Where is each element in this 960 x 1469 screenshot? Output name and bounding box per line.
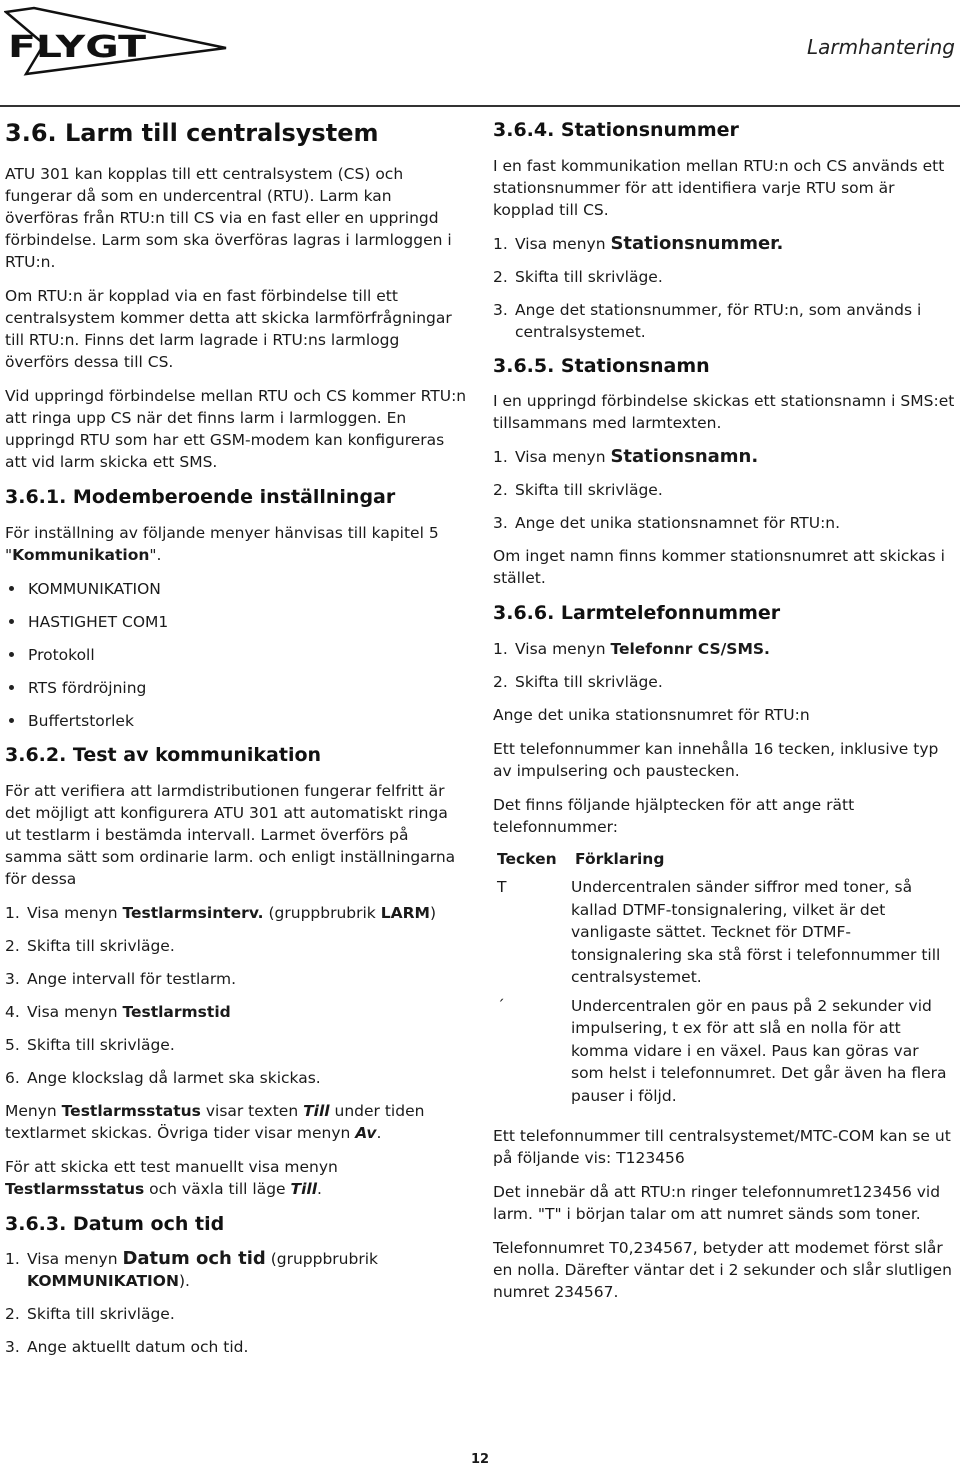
table-cell: ´	[497, 996, 505, 1015]
step-item: 1. Visa menyn Telefonnr CS/SMS.	[493, 640, 770, 659]
bullet-list	[5, 578, 467, 732]
paragraph: ATU 301 kan kopplas till ett centralsystem (CS) och fungerar då som en undercentral (RTU). Larm kan överföras från RTU:n till CS via en fast eller en uppringd förbindelse. Larm som ska överföras lagras i larmloggen i RTU:n.	[5, 165, 452, 272]
logo-text: FLYGT	[8, 30, 147, 65]
bullet-dot	[9, 652, 14, 657]
paragraph: För att skicka ett test manuellt visa menyn Testlarmsstatus och växla till läge Till.	[5, 1157, 338, 1198]
step-item: 6. Ange klockslag då larmet ska skickas.	[5, 1068, 321, 1087]
flygt-logo	[4, 4, 230, 80]
heading-3-6-5: 3.6.5. Stationsnamn	[493, 354, 710, 377]
step-item: 4. Visa menyn Testlarmstid	[5, 1002, 231, 1021]
heading-3-6-2: 3.6.2. Test av kommunikation	[5, 743, 322, 766]
step-item: 3. Ange det unika stationsnamnet för RTU:n.	[493, 514, 841, 533]
paragraph: Det innebär då att RTU:n ringer telefonnumret123456 vid larm. "T" i början talar om att numret sänds som toner.	[493, 1183, 941, 1224]
bullet-item: Protokoll	[5, 644, 467, 666]
bullet-dot	[9, 619, 14, 624]
step-item: 1. Visa menyn Datum och tid (gruppbrubrik KOMMUNIKATION).	[5, 1248, 378, 1291]
step-item: 3. Ange intervall för testlarm.	[5, 969, 236, 988]
step-item: 2. Skifta till skrivläge.	[493, 267, 663, 286]
character-table	[493, 850, 955, 1113]
step-item: 1. Visa menyn Testlarmsinterv. (gruppbrubrik LARM)	[5, 903, 437, 922]
step-item: 1. Visa menyn Stationsnummer.	[493, 232, 784, 254]
paragraph: Telefonnumret T0,234567, betyder att modemet först slår en nolla. Därefter väntar det i 2 sekunder och slår slutligen numret 234567.	[493, 1239, 952, 1302]
page-header	[0, 0, 960, 110]
paragraph: Om inget namn finns kommer stationsnumret att skickas i stället.	[493, 547, 945, 588]
right-column	[493, 118, 955, 1315]
paragraph: I en fast kommunikation mellan RTU:n och CS används ett stationsnummer för att identifiera varje RTU som är kopplad till CS.	[493, 156, 945, 219]
step-item: 2. Skifta till skrivläge.	[5, 1305, 175, 1324]
bullet-item: KOMMUNIKATION	[5, 578, 467, 600]
heading-3-6-1: 3.6.1. Modemberoende inställningar	[5, 486, 396, 509]
table-header: Tecken	[497, 850, 557, 869]
table-row	[493, 876, 955, 995]
table-cell: Undercentralen gör en paus på 2 sekunder vid impulsering, t ex för att slå en nolla för att komma vidare i en växel. Paus kan göras var som helst i telefonnumret. Det går även ha flera pauser i följd.	[571, 996, 947, 1105]
table-row	[493, 995, 955, 1114]
bullet-item: RTS fördröjning	[5, 677, 467, 699]
paragraph: För att verifiera att larmdistributionen fungerar felfritt är det möjligt att konfigurera ATU 301 att automatiskt ringa ut testlarm i bestämda intervall. Larmet överförs på samma sätt som ordinarie larm. och enligt inställningarna för dessa	[5, 781, 456, 888]
bullet-item: HASTIGHET COM1	[5, 611, 467, 633]
paragraph: Ett telefonnummer till centralsystemet/MTC-COM kan se ut på följande vis: T123456	[493, 1127, 951, 1168]
step-item: 2. Skifta till skrivläge.	[493, 673, 663, 692]
heading-3-6-6: 3.6.6. Larmtelefonnummer	[493, 602, 781, 625]
paragraph: Ange det unika stationsnumret för RTU:n	[493, 706, 810, 725]
step-item: 2. Skifta till skrivläge.	[493, 481, 663, 500]
paragraph: Menyn Testlarmsstatus visar texten Till under tiden textlarmet skickas. Övriga tider visar menyn Av.	[5, 1101, 425, 1142]
bullet-dot	[9, 718, 14, 723]
table-header: Förklaring	[575, 850, 665, 869]
bullet-dot	[9, 685, 14, 690]
bullet-dot	[9, 586, 14, 591]
step-item: 5. Skifta till skrivläge.	[5, 1035, 175, 1054]
paragraph: Om RTU:n är kopplad via en fast förbindelse till ett centralsystem kommer detta att skicka larmförfrågningar till RTU:n. Finns det larm lagrade i RTU:ns larmlogg överförs dessa till CS.	[5, 287, 452, 372]
paragraph: I en uppringd förbindelse skickas ett stationsnamn i SMS:et tillsammans med larmtexten.	[493, 392, 955, 433]
table-cell: T	[497, 878, 507, 897]
step-item: 1. Visa menyn Stationsnamn.	[493, 446, 759, 468]
step-item: 3. Ange det stationsnummer, för RTU:n, som används i centralsystemet.	[493, 300, 922, 341]
step-item: 3. Ange aktuellt datum och tid.	[5, 1338, 249, 1357]
section-title: Larmhantering	[806, 35, 955, 59]
step-item: 2. Skifta till skrivläge.	[5, 936, 175, 955]
page-number: 12	[470, 1452, 490, 1467]
heading-3-6-4: 3.6.4. Stationsnummer	[493, 119, 739, 141]
left-column	[5, 118, 467, 1369]
paragraph: Vid uppringd förbindelse mellan RTU och CS kommer RTU:n att ringa upp CS när det finns larm i larmloggen. En uppringd RTU som har ett GSM-modem kan konfigureras att vid larm skicka ett SMS.	[5, 387, 467, 472]
header-rule	[0, 105, 960, 107]
bullet-item: Buffertstorlek	[5, 710, 467, 732]
table-cell: Undercentralen sänder siffror med toner, så kallad DTMF-tonsignalering, vilket är det vanligaste sättet. Tecknet för DTMF-tonsignalering ska stå först i telefonnummer till centralsystemet.	[571, 878, 941, 987]
heading-3-6-3: 3.6.3. Datum och tid	[5, 1212, 225, 1235]
paragraph: Det finns följande hjälptecken för att ange rätt telefonnummer:	[493, 796, 855, 837]
paragraph: För inställning av följande menyer hänvisas till kapitel 5 "Kommunikation".	[5, 523, 439, 564]
heading-3-6: 3.6. Larm till centralsystem	[5, 119, 379, 147]
paragraph: Ett telefonnummer kan innehålla 16 tecken, inklusive typ av impulsering och paustecken.	[493, 740, 939, 781]
